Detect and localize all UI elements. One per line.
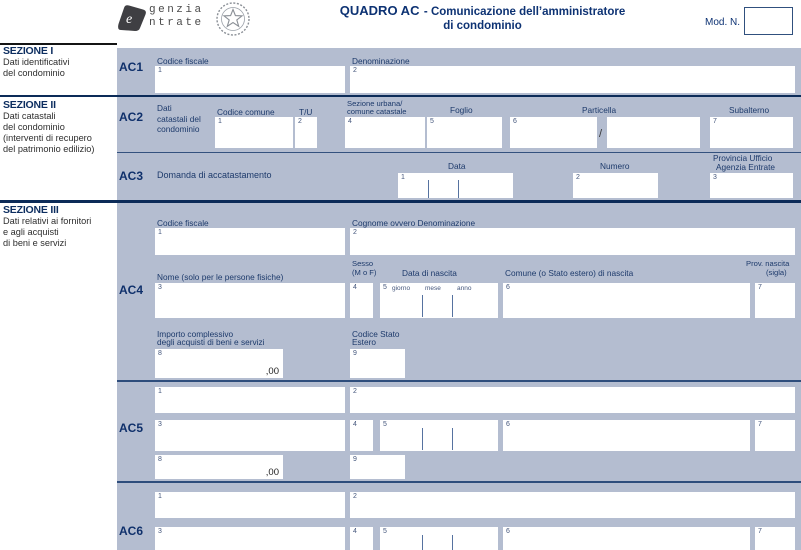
field-number: 4 [353,284,357,291]
date-separator [452,428,453,450]
agenzia-entrate-logo-icon [116,3,148,32]
field-number: 3 [158,528,162,535]
field-number: 9 [353,350,357,357]
ac2-codice-comune-label: Codice comune [217,107,275,117]
ac6-field-6[interactable] [503,527,750,550]
field-number: 3 [158,421,162,428]
ac6-field-7[interactable] [755,527,795,550]
section2-desc-1: Dati catastali [3,111,56,121]
row-id-ac3: AC3 [119,169,144,183]
ac2-row-label-1: Dati [157,103,172,113]
ac4-stato-estero-label-1: Codice Stato [352,329,400,339]
form-title-line2: di condominio [443,20,522,32]
field-number: 6 [513,118,517,125]
section2-header [3,99,115,155]
field-number: 2 [353,493,357,500]
field-number: 1 [158,493,162,500]
logo-line-2: ntrate [149,17,204,29]
ac4-sesso-label-1: Sesso [352,259,374,268]
field-number: 1 [218,118,222,125]
field-number: 1 [401,174,405,181]
ac4-importo-field[interactable] [155,349,283,378]
form-title [330,2,635,32]
ac3-provincia-label-2: Agenzia Entrate [716,162,776,172]
ac3-provincia-label-1: Provincia Ufficio [713,153,773,163]
date-separator [422,295,423,317]
ac4-codice-fiscale-field[interactable] [155,228,345,255]
ac4-prov-label-1: Prov. nascita [746,259,790,268]
section3-desc-3: di beni e servizi [3,238,67,248]
mod-n-label: Mod. N. [705,17,741,28]
field-number: 5 [383,528,387,535]
ac1-codice-fiscale-field[interactable] [155,66,345,93]
ac2-row-label-3: condominio [157,124,200,134]
ac4-cognome-field[interactable] [350,228,795,255]
ac2-tu-field[interactable] [295,117,317,148]
decimal-suffix: ,00 [265,467,279,478]
date-separator [458,180,459,198]
ac4-codice-fiscale-label: Codice fiscale [157,218,209,228]
ac4-cognome-label: Cognome ovvero Denominazione [352,218,476,228]
field-number: 8 [158,456,162,463]
row-id-ac2: AC2 [119,110,144,124]
section2-desc-4: del patrimonio edilizio) [3,144,95,154]
ac4-importo-label-1: Importo complessivo [157,329,234,339]
section1-title: SEZIONE I [3,45,54,57]
ac4-stato-estero-field[interactable] [350,349,405,378]
field-number: 8 [158,350,162,357]
ac3-numero-field[interactable] [573,173,658,198]
ac6-field-5[interactable] [380,527,498,550]
field-number: 5 [383,284,387,291]
mod-n-field[interactable] [744,7,793,35]
form-title-quadro: QUADRO AC [339,3,420,18]
field-number: 1 [158,67,162,74]
field-number: 7 [758,421,762,428]
ac4-sesso-field[interactable] [350,283,373,318]
ac2-foglio-label: Foglio [450,105,473,115]
ac1-denominazione-label: Denominazione [352,56,410,66]
section3-desc-1: Dati relativi ai fornitori [3,216,92,226]
field-number: 2 [353,67,357,74]
ac6-field-3[interactable] [155,527,345,550]
ac4-comune-label: Comune (o Stato estero) di nascita [505,268,634,278]
section3-header [3,204,115,249]
field-number: 2 [353,388,357,395]
italy-emblem-icon [214,0,252,38]
field-number: 5 [383,421,387,428]
ac2-codice-comune-field[interactable] [215,117,293,148]
field-number: 6 [506,421,510,428]
ac5-field-1[interactable] [155,387,345,413]
svg-text:e: e [126,12,133,27]
ac1-denominazione-field[interactable] [350,66,795,93]
ac3-numero-label: Numero [600,161,630,171]
ac5-field-3[interactable] [155,420,345,451]
ac4-ac5-divider [117,380,801,382]
field-number: 1 [158,388,162,395]
ac2-particella-slash: / [599,128,603,140]
ac2-row-label-2: catastali del [157,113,201,124]
agenzia-entrate-logo-text [149,4,204,30]
date-separator [422,535,423,550]
date-separator [422,428,423,450]
field-number: 4 [353,421,357,428]
field-number: 7 [758,528,762,535]
field-number: 2 [298,118,302,125]
ac4-sesso-label-2: (M o F) [352,268,377,277]
field-number: 6 [506,528,510,535]
ac4-data-nascita-field[interactable] [380,283,498,318]
ac3-provincia-field[interactable] [710,173,793,198]
ac5-field-6[interactable] [503,420,750,451]
ac3-row-label: Domanda di accatastamento [157,170,272,180]
ac2-particella-field-1[interactable] [510,117,597,148]
ac2-foglio-field[interactable] [427,117,502,148]
date-separator [428,180,429,198]
field-number: 3 [713,174,717,181]
section2-desc-2: del condominio [3,122,65,132]
form-title-rest: - Comunicazione dell’amministratore [423,6,626,18]
section1-desc-2: del condominio [3,68,65,78]
section2-title: SEZIONE II [3,99,56,111]
ac2-subalterno-label: Subalterno [729,105,770,115]
ac4-nome-label: Nome (solo per le persone fisiche) [157,272,284,282]
row-id-ac4: AC4 [119,283,144,297]
field-number: 4 [353,528,357,535]
ac3-data-label: Data [448,161,466,171]
ac5-field-5[interactable] [380,420,498,451]
field-number: 5 [430,118,434,125]
section1-desc-1: Dati identificativi [3,57,70,67]
date-sub-anno: anno [457,285,472,292]
field-number: 7 [758,284,762,291]
ac1-codice-fiscale-label: Codice fiscale [157,56,209,66]
decimal-suffix: ,00 [265,366,279,377]
date-separator [452,295,453,317]
date-sub-giorno: giorno [392,285,411,292]
field-number: 2 [576,174,580,181]
section3-desc-2: e agli acquisti [3,227,59,237]
ac4-stato-estero-label-2: Estero [352,337,376,347]
ac4-prov-field[interactable] [755,283,795,318]
ac2-sezione-urbana-field[interactable] [345,117,425,148]
ac4-prov-label-2: (sigla) [766,268,787,277]
date-sub-mese: mese [425,285,441,292]
ac2-row-label [157,103,201,135]
field-number: 7 [713,118,717,125]
ac5-field-7[interactable] [755,420,795,451]
row-id-ac1: AC1 [119,60,144,74]
ac5-ac6-divider [117,481,801,483]
section1-header [3,45,115,79]
ac6-field-1[interactable] [155,492,345,518]
ac6-field-2[interactable] [350,492,795,518]
ac2-particella-label: Particella [582,105,617,115]
ac6-field-4[interactable] [350,527,373,550]
ac2-ac3-divider [117,152,801,153]
section2-desc-3: (interventi di recupero [3,133,92,143]
field-number: 4 [348,118,352,125]
ac4-data-nascita-label: Data di nascita [402,268,457,278]
field-number: 9 [353,456,357,463]
logo-line-1: genzia [149,4,204,16]
ac2-particella-field-2[interactable] [607,117,700,148]
ac5-field-2[interactable] [350,387,795,413]
ac2-sezione-urbana-label-1: Sezione urbana/ [347,99,403,108]
ac4-nome-field[interactable] [155,283,345,318]
ac4-comune-field[interactable] [503,283,750,318]
ac2-subalterno-field[interactable] [710,117,793,148]
field-number: 2 [353,229,357,236]
date-separator [452,535,453,550]
ac2-sezione-urbana-label-2: comune catastale [347,107,407,116]
field-number: 3 [158,284,162,291]
row-id-ac6: AC6 [119,524,144,538]
field-number: 6 [506,284,510,291]
ac2-tu-label: T/U [299,107,313,117]
ac3-data-field[interactable] [398,173,513,198]
ac4-importo-label-2: degli acquisti di beni e servizi [157,337,265,347]
ac5-field-4[interactable] [350,420,373,451]
ac5-field-8[interactable] [155,455,283,479]
field-number: 1 [158,229,162,236]
section3-title: SEZIONE III [3,204,59,216]
row-id-ac5: AC5 [119,421,144,435]
ac5-field-9[interactable] [350,455,405,479]
